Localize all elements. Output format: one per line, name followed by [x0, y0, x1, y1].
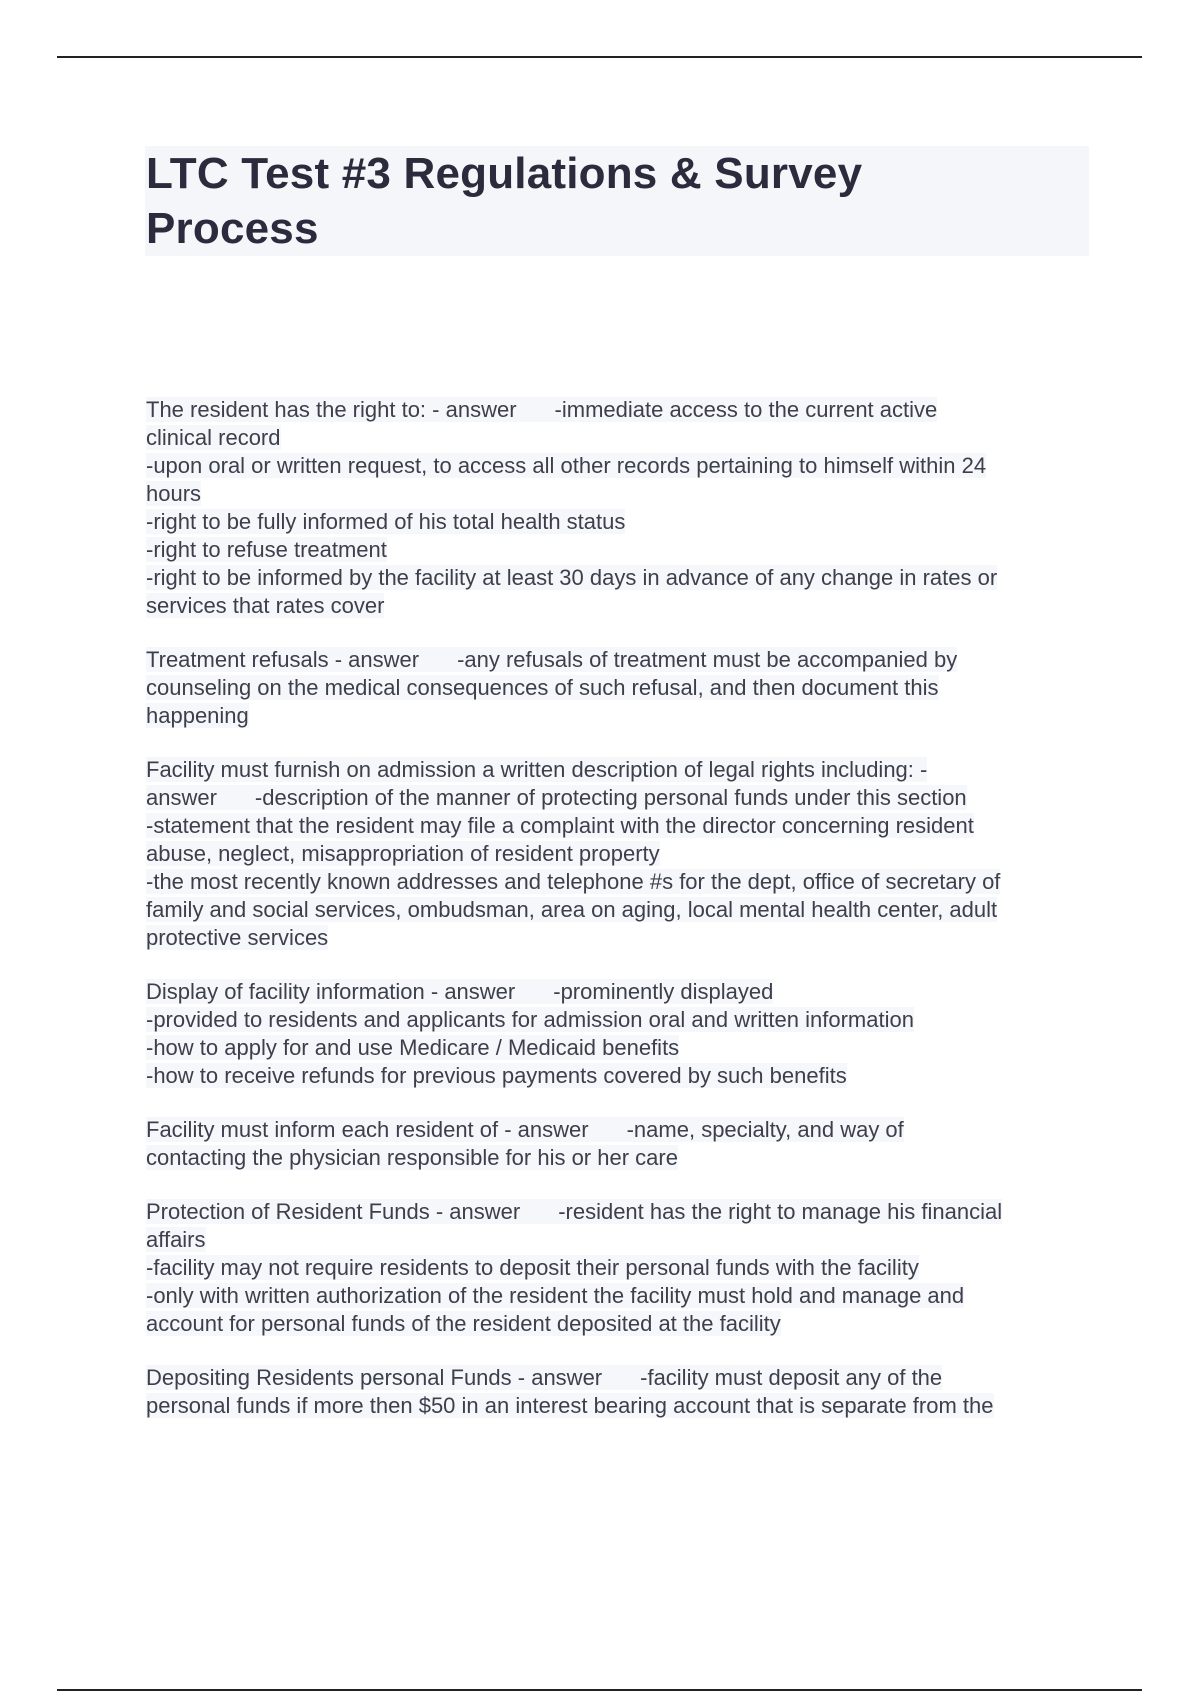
line-content — [146, 813, 974, 838]
text-line — [146, 868, 1096, 896]
answer-text: -any refusals of treatment must be accompanied by — [457, 647, 958, 672]
line-content — [146, 537, 387, 562]
answer-text: clinical record — [146, 425, 281, 450]
line-content — [146, 785, 967, 810]
line-content — [146, 1283, 964, 1308]
title-line: Process — [146, 204, 319, 253]
flashcard-item — [146, 1116, 1096, 1172]
flashcard-list — [146, 396, 1096, 1446]
text-line — [146, 1006, 1096, 1034]
text-line — [146, 1144, 1096, 1172]
text-line — [146, 1310, 1096, 1338]
line-content — [146, 1063, 847, 1088]
answer-text: -resident has the right to manage his financial — [558, 1199, 1003, 1224]
line-content — [146, 925, 328, 950]
line-content — [146, 565, 997, 590]
text-line — [146, 536, 1096, 564]
answer-text: -facility must deposit any of the — [640, 1365, 943, 1390]
text-line — [146, 480, 1096, 508]
answer-text: contacting the physician responsible for his or her care — [146, 1145, 678, 1170]
line-content — [146, 1365, 942, 1390]
line-content — [146, 1007, 914, 1032]
question-text: Display of facility information - answer — [146, 979, 516, 1004]
line-content — [146, 509, 625, 534]
text-line — [146, 1282, 1096, 1310]
flashcard-item — [146, 1198, 1096, 1338]
line-content — [146, 425, 281, 450]
text-line — [146, 1198, 1096, 1226]
line-content — [146, 703, 249, 728]
answer-text: protective services — [146, 925, 329, 950]
line-content — [146, 453, 986, 478]
flashcard-item — [146, 396, 1096, 620]
text-line — [146, 784, 1096, 812]
flashcard-item — [146, 756, 1096, 952]
line-content — [146, 897, 997, 922]
text-line — [146, 840, 1096, 868]
text-line — [146, 1062, 1096, 1090]
text-line — [146, 896, 1096, 924]
answer-text: account for personal funds of the resident deposited at the facility — [146, 1311, 781, 1336]
text-line — [146, 646, 1096, 674]
title-line: LTC Test #3 Regulations & Survey — [146, 149, 863, 198]
line-content — [146, 1255, 919, 1280]
line-content — [146, 1145, 678, 1170]
answer-text: -right to be informed by the facility at least 30 days in advance of any change in rates or — [146, 565, 998, 590]
answer-text: -immediate access to the current active — [554, 397, 938, 422]
answer-text: -statement that the resident may file a complaint with the director concerning resident — [146, 813, 974, 838]
line-content — [146, 757, 927, 782]
text-line — [146, 1034, 1096, 1062]
text-line — [146, 1254, 1096, 1282]
text-line — [146, 1226, 1096, 1254]
question-text: Protection of Resident Funds - answer — [146, 1199, 521, 1224]
line-content — [146, 397, 937, 422]
answer-text: -the most recently known addresses and telephone #s for the dept, office of secretary of — [146, 869, 1001, 894]
page-title — [145, 146, 1089, 256]
footer-rule — [57, 1689, 1142, 1691]
text-line — [146, 978, 1096, 1006]
answer-text: abuse, neglect, misappropriation of resident property — [146, 841, 660, 866]
answer-text: -facility may not require residents to deposit their personal funds with the facility — [146, 1255, 919, 1280]
text-line — [146, 396, 1096, 424]
question-text: answer — [146, 785, 217, 810]
line-content — [146, 869, 1000, 894]
line-content — [146, 1227, 206, 1252]
text-line — [146, 424, 1096, 452]
line-content — [146, 979, 773, 1004]
answer-text: -description of the manner of protecting personal funds under this section — [254, 785, 967, 810]
answer-text: Facility must furnish on admission a written description of legal rights including: - — [146, 757, 928, 782]
question-text: Facility must inform each resident of - answer — [146, 1117, 589, 1142]
answer-text: -name, specialty, and way of — [626, 1117, 904, 1142]
question-text: Depositing Residents personal Funds - answer — [146, 1365, 603, 1390]
text-line — [146, 924, 1096, 952]
flashcard-item — [146, 1364, 1096, 1420]
line-content — [146, 593, 384, 618]
text-line — [146, 592, 1096, 620]
line-content — [146, 647, 957, 672]
line-content — [146, 675, 939, 700]
answer-text: counseling on the medical consequences of such refusal, and then document this — [146, 675, 939, 700]
line-content — [146, 1393, 994, 1418]
answer-text: affairs — [146, 1227, 206, 1252]
answer-text: -how to apply for and use Medicare / Medicaid benefits — [146, 1035, 680, 1060]
answer-text: -right to refuse treatment — [146, 537, 387, 562]
answer-text: -only with written authorization of the resident the facility must hold and manage and — [146, 1283, 965, 1308]
flashcard-item — [146, 978, 1096, 1090]
answer-text: -prominently displayed — [553, 979, 774, 1004]
answer-text: happening — [146, 703, 249, 728]
line-content — [146, 1117, 904, 1142]
line-content — [146, 1199, 1002, 1224]
answer-text: services that rates cover — [146, 593, 385, 618]
answer-text: -upon oral or written request, to access all other records pertaining to himself within 24 — [146, 453, 987, 478]
line-content — [146, 841, 660, 866]
text-line — [146, 756, 1096, 784]
text-line — [146, 452, 1096, 480]
answer-text: family and social services, ombudsman, area on aging, local mental health center, adult — [146, 897, 998, 922]
answer-text: -provided to residents and applicants for admission oral and written information — [146, 1007, 914, 1032]
line-content — [146, 481, 201, 506]
question-text: The resident has the right to: - answer — [146, 397, 517, 422]
text-line — [146, 1116, 1096, 1144]
answer-text: -right to be fully informed of his total health status — [146, 509, 626, 534]
title-block — [145, 146, 1089, 256]
answer-text: hours — [146, 481, 202, 506]
line-content — [146, 1311, 781, 1336]
header-rule — [57, 56, 1142, 58]
line-content — [146, 1035, 679, 1060]
text-line — [146, 1364, 1096, 1392]
text-line — [146, 702, 1096, 730]
text-line — [146, 674, 1096, 702]
answer-text: -how to receive refunds for previous payments covered by such benefits — [146, 1063, 847, 1088]
text-line — [146, 508, 1096, 536]
question-text: Treatment refusals - answer — [146, 647, 420, 672]
flashcard-item — [146, 646, 1096, 730]
answer-text: personal funds if more then $50 in an interest bearing account that is separate from the — [146, 1393, 994, 1418]
text-line — [146, 1392, 1096, 1420]
text-line — [146, 812, 1096, 840]
text-line — [146, 564, 1096, 592]
